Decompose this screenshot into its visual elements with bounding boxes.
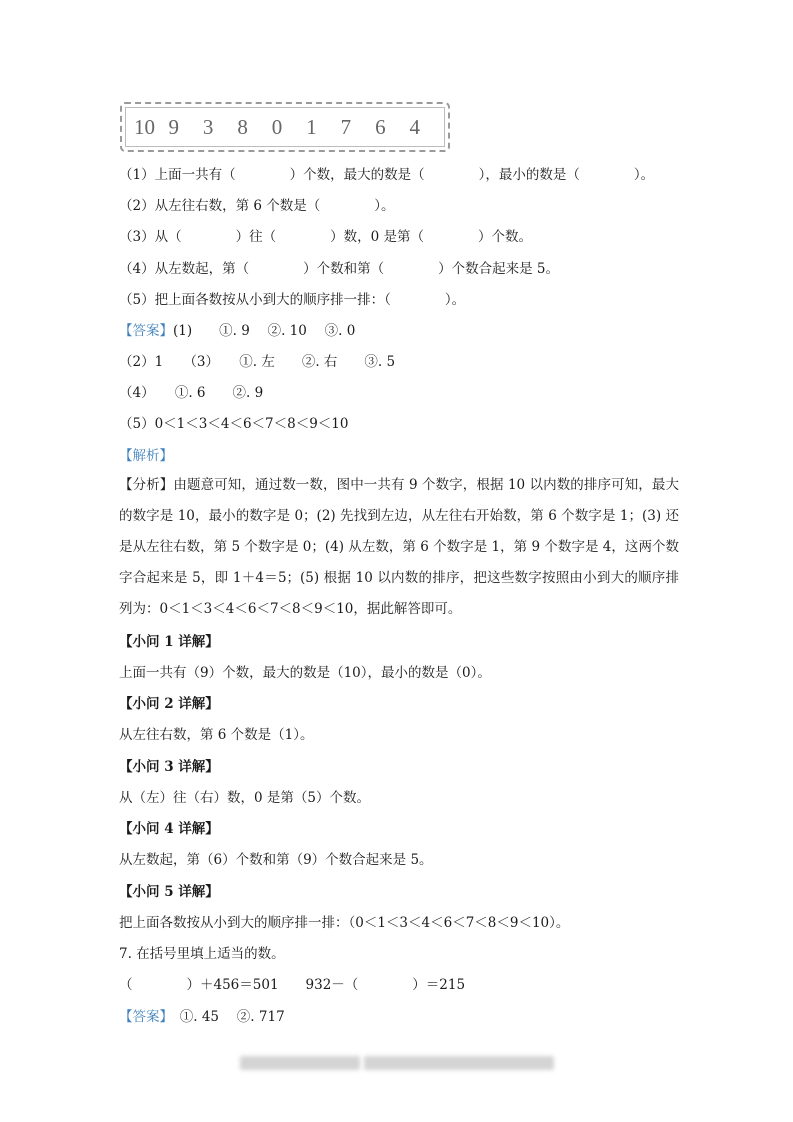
answer-tag: 【答案】: [119, 1009, 167, 1025]
strip-number: 1: [306, 114, 317, 139]
answer-line-4: （5）0＜1＜3＜4＜6＜7＜8＜9＜10: [119, 416, 349, 432]
question-7-answer: [119, 1007, 285, 1027]
detail-4-title: 【小问 4 详解】: [119, 821, 219, 837]
detail-1-text: 上面一共有（9）个数，最大的数是（10），最小的数是（0）。: [119, 665, 491, 681]
strip-number: 9: [168, 114, 179, 139]
detail-3-text: 从（左）往（右）数，0 是第（5）个数。: [119, 790, 370, 806]
detail-1-title: 【小问 1 详解】: [119, 634, 219, 650]
analysis-label: 【分析】: [119, 477, 174, 493]
question-7-answer-text: ①. 45 ②. 717: [166, 1009, 285, 1025]
question-3: （3）从（ ）往（ ）数，0 是第（ ）个数。: [119, 229, 532, 245]
strip-number: 7: [340, 114, 352, 139]
question-7-equations: （ ）＋456＝501 932－（ ）＝215: [119, 977, 466, 993]
analysis-text: 由题意可知，通过数一数，图中一共有 9 个数字，根据 10 以内数的排序可知，最大的数字是 10，最小的数字是 0；(2) 先找到左边，从左往右开始数，第 6 个数字是 1；(3) 还是从左往右数，第 5 个数字是 0；(4) 从左数，第 6 个数字是 1，第 9 个数字是 4，这两个数字合起来是 5，即 1＋4＝5；(5) 根据 10 以内数的排序，把这些数字按照由小到大的顺序排列为：0＜1＜3＜4＜6＜7＜8＜9＜10，据此解答即可。: [119, 477, 680, 617]
question-1: （1）上面一共有（ ）个数，最大的数是（ ），最小的数是（ ）。: [119, 167, 655, 183]
question-7-title: 7. 在括号里填上适当的数。: [119, 946, 285, 962]
strip-number: 8: [237, 114, 248, 139]
strip-number: 3: [202, 114, 214, 139]
answer-line-3: （4） ①. 6 ②. 9: [119, 385, 264, 401]
question-2: （2）从左往右数，第 6 个数是（ ）。: [119, 198, 395, 214]
number-strip: [120, 102, 450, 152]
answer-text-1: (1) ①. 9 ②. 10 ③. 0: [173, 323, 356, 339]
answer-line-2: （2）1 （3） ①. 左 ②. 右 ③. 5: [119, 354, 396, 370]
detail-3-title: 【小问 3 详解】: [119, 759, 219, 775]
footer-watermark: [364, 1056, 554, 1070]
answer-tag: 【答案】: [119, 323, 173, 339]
detail-4-text: 从左数起，第（6）个数和第（9）个数合起来是 5。: [119, 852, 433, 868]
analysis-tag: 【解析】: [119, 448, 173, 464]
detail-2-text: 从左往右数，第 6 个数是（1）。: [119, 727, 314, 743]
detail-5-text: 把上面各数按从小到大的顺序排一排：（0＜1＜3＜4＜6＜7＜8＜9＜10）。: [119, 915, 570, 931]
footer-watermark: [240, 1056, 360, 1070]
number-strip-inner: [125, 107, 445, 147]
strip-number: 10: [134, 114, 155, 139]
answer-line-1: [119, 321, 355, 341]
question-4: （4）从左数起，第（ ）个数和第（ ）个数合起来是 5。: [119, 261, 559, 277]
detail-5-title: 【小问 5 详解】: [119, 884, 219, 900]
question-5: （5）把上面各数按从小到大的顺序排一排：（ ）。: [119, 292, 466, 308]
strip-number: 0: [271, 114, 283, 139]
strip-number: 6: [375, 114, 386, 139]
analysis-paragraph: [119, 470, 679, 625]
detail-2-title: 【小问 2 详解】: [119, 696, 219, 712]
strip-number: 4: [409, 114, 420, 139]
